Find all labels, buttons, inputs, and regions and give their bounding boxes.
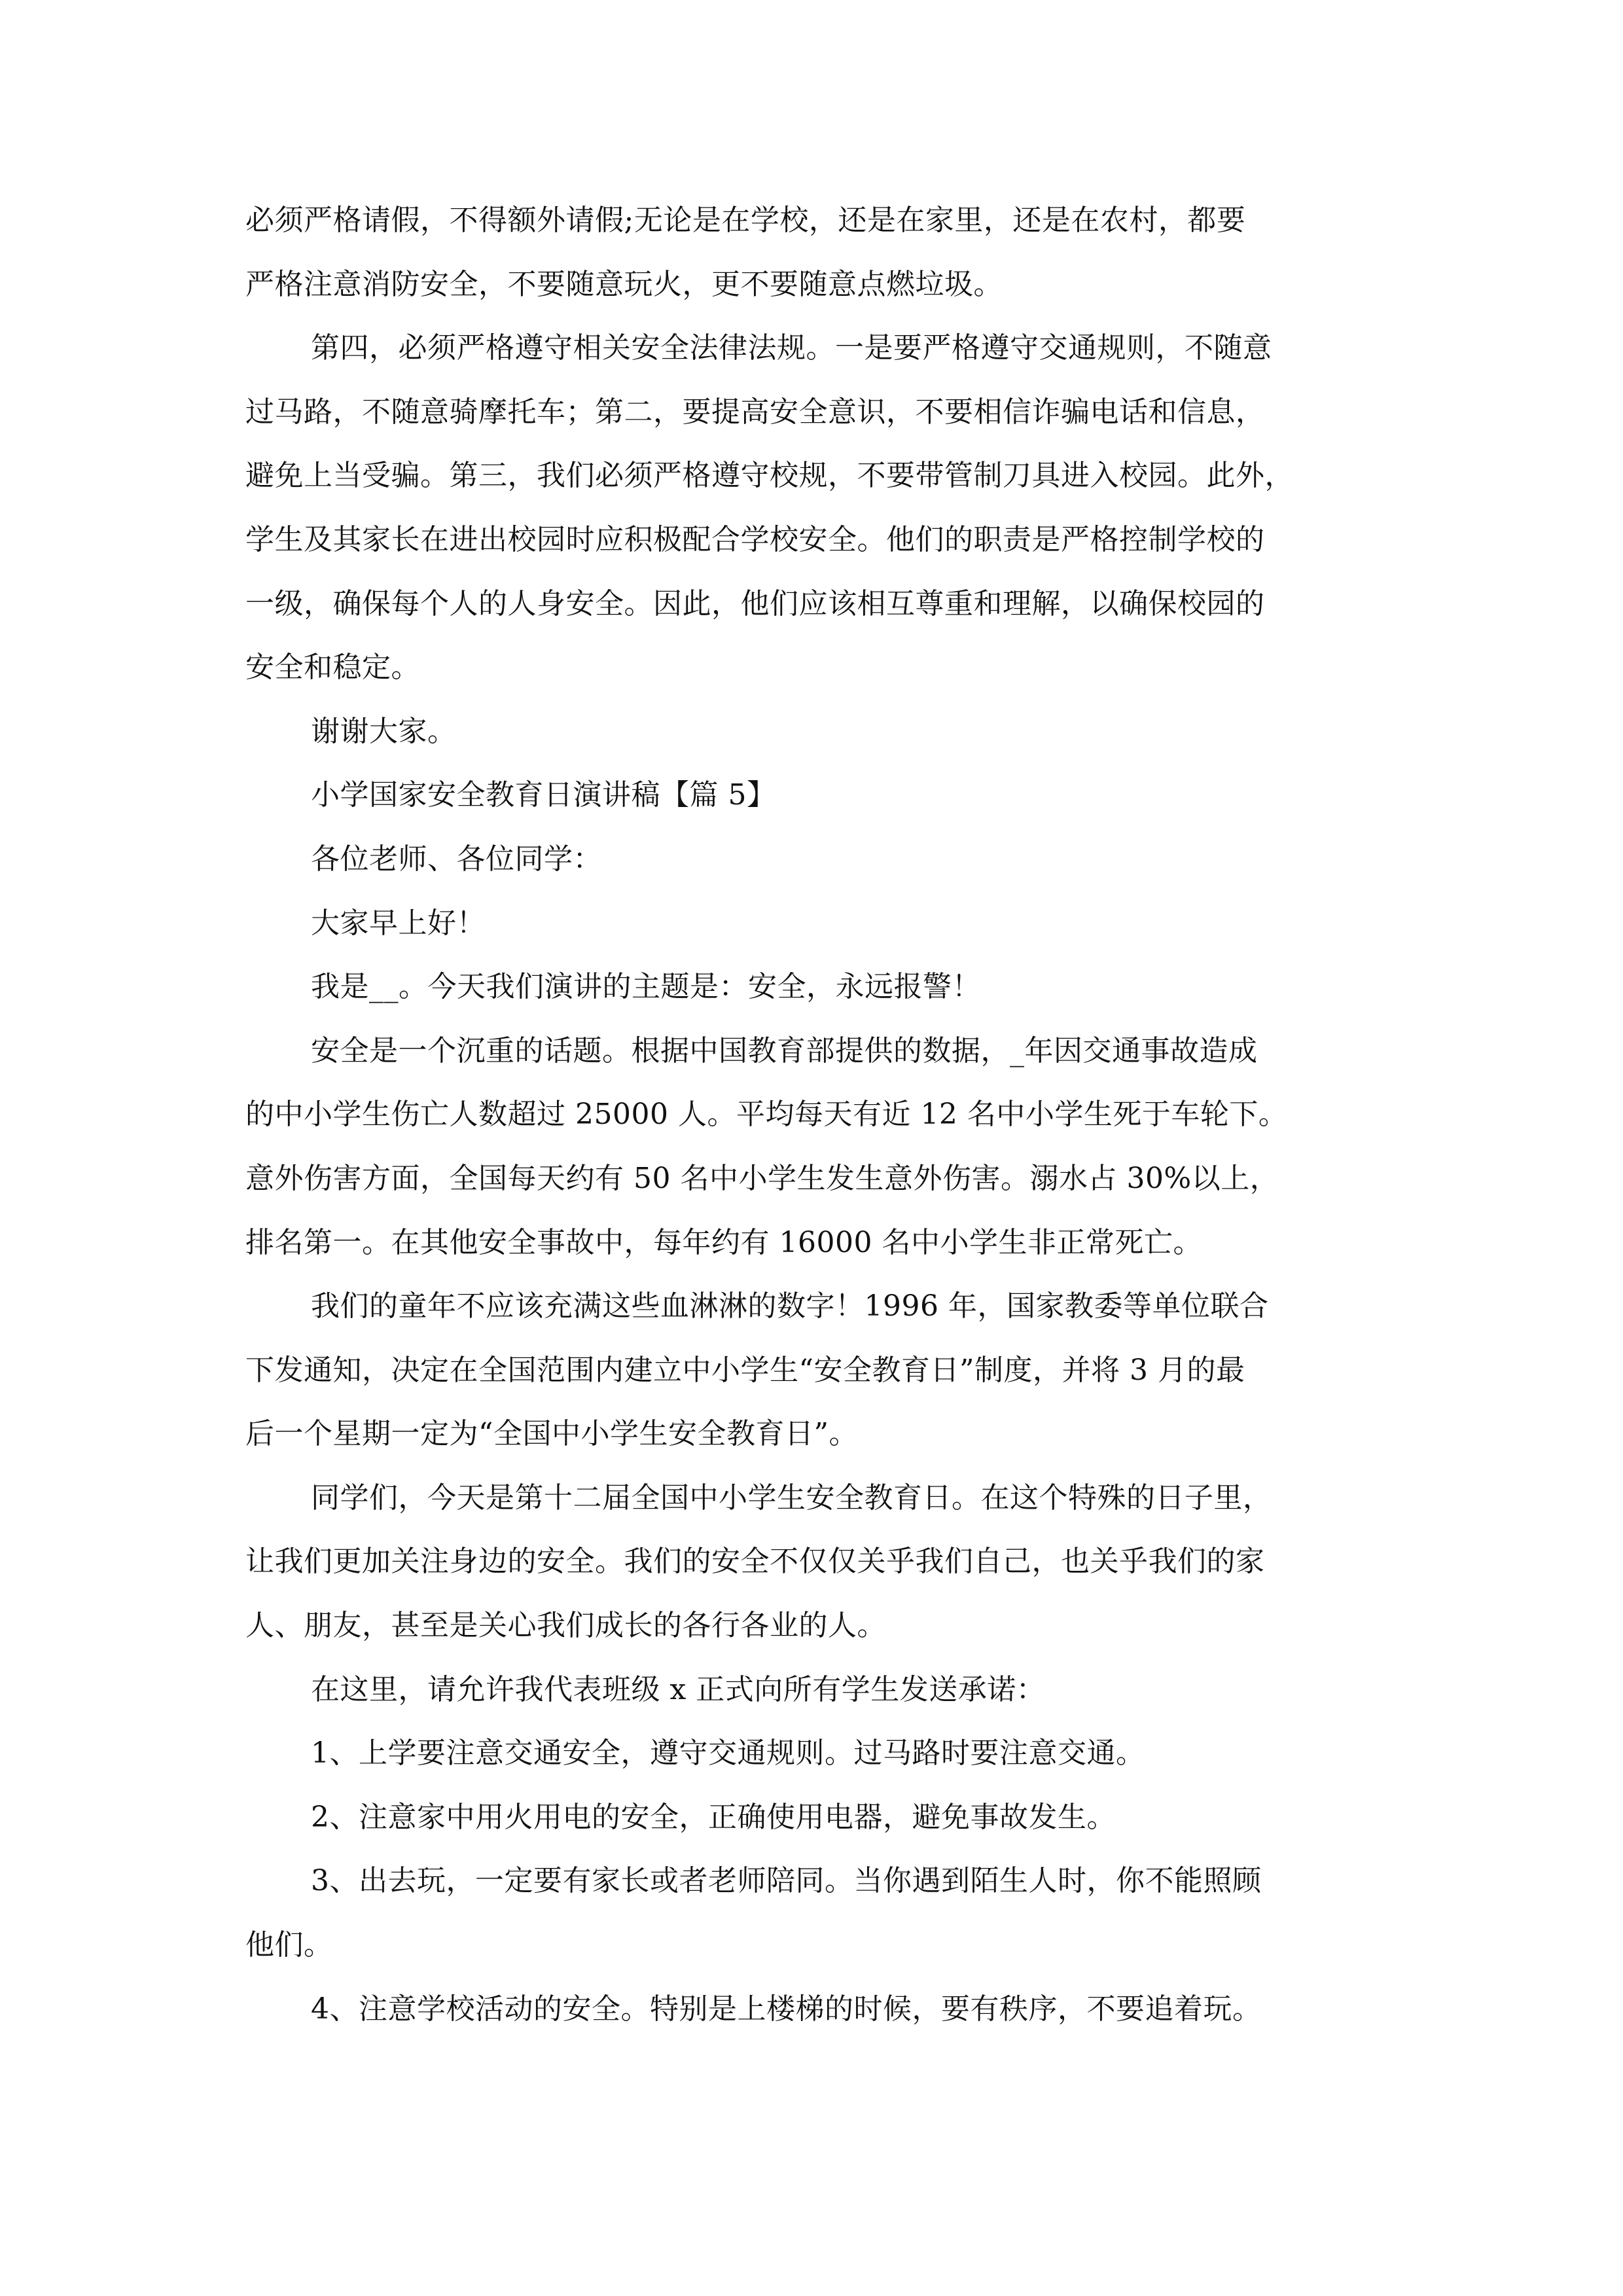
text-line: 安全是一个沉重的话题。根据中国教育部提供的数据，_年因交通事故造成: [311, 1033, 1258, 1067]
text-line: 的中小学生伤亡人数超过 25000 人。平均每天有近 12 名中小学生死于车轮下。: [245, 1098, 1288, 1132]
text-line: 我们的童年不应该充满这些血淋淋的数字！1996 年，国家教委等单位联合: [311, 1289, 1269, 1323]
text-line: 学生及其家长在进出校园时应积极配合学校安全。他们的职责是严格控制学校的: [245, 522, 1265, 556]
text-line: 安全和稳定。: [245, 651, 420, 685]
text-line: 让我们更加关注身边的安全。我们的安全不仅仅关乎我们自己，也关乎我们的家: [245, 1545, 1265, 1579]
text-line: 3、出去玩，一定要有家长或者老师陪同。当你遇到陌生人时，你不能照顾: [311, 1864, 1262, 1898]
text-line: 4、注意学校活动的安全。特别是上楼梯的时候，要有秩序，不要追着玩。: [311, 1992, 1262, 2026]
text-line: 小学国家安全教育日演讲稿【篇 5】: [311, 778, 776, 812]
text-line: 后一个星期一定为“全国中小学生安全教育日”。: [245, 1417, 858, 1451]
text-line: 一级，确保每个人的人身安全。因此，他们应该相互尊重和理解，以确保校园的: [245, 586, 1265, 620]
text-line: 在这里，请允许我代表班级 x 正式向所有学生发送承诺：: [311, 1672, 1046, 1706]
text-line: 大家早上好！: [311, 906, 486, 940]
document-page: [245, 188, 1384, 2041]
text-line: 必须严格请假，不得额外请假;无论是在学校，还是在家里，还是在农村，都要: [245, 204, 1246, 237]
text-line: 避免上当受骗。第三，我们必须严格遵守校规，不要带管制刀具进入校园。此外，: [245, 459, 1294, 493]
text-line: 人、朋友，甚至是关心我们成长的各行各业的人。: [245, 1609, 886, 1643]
text-line: 过马路，不随意骑摩托车；第二，要提高安全意识，不要相信诈骗电话和信息，: [245, 395, 1265, 429]
text-line: 第四，必须严格遵守相关安全法律法规。一是要严格遵守交通规则，不随意: [311, 331, 1272, 365]
text-line: 排名第一。在其他安全事故中，每年约有 16000 名中小学生非正常死亡。: [245, 1225, 1202, 1259]
text-line: 严格注意消防安全，不要随意玩火，更不要随意点燃垃圾。: [245, 267, 1003, 301]
text-line: 他们。: [245, 1928, 333, 1962]
text-line: 同学们，今天是第十二届全国中小学生安全教育日。在这个特殊的日子里，: [311, 1480, 1272, 1515]
text-line: 我是__。今天我们演讲的主题是：安全，永远报警！: [311, 970, 981, 1004]
text-line: 谢谢大家。: [311, 714, 457, 748]
text-line: 各位老师、各位同学：: [311, 842, 602, 876]
text-line: 1、上学要注意交通安全，遵守交通规则。过马路时要注意交通。: [311, 1736, 1145, 1770]
text-line: 意外伤害方面，全国每天约有 50 名中小学生发生意外伤害。溺水占 30%以上，: [245, 1161, 1279, 1195]
text-line: 下发通知，决定在全国范围内建立中小学生“安全教育日”制度，并将 3 月的最: [245, 1353, 1245, 1387]
text-line: 2、注意家中用火用电的安全，正确使用电器，避免事故发生。: [311, 1800, 1116, 1834]
